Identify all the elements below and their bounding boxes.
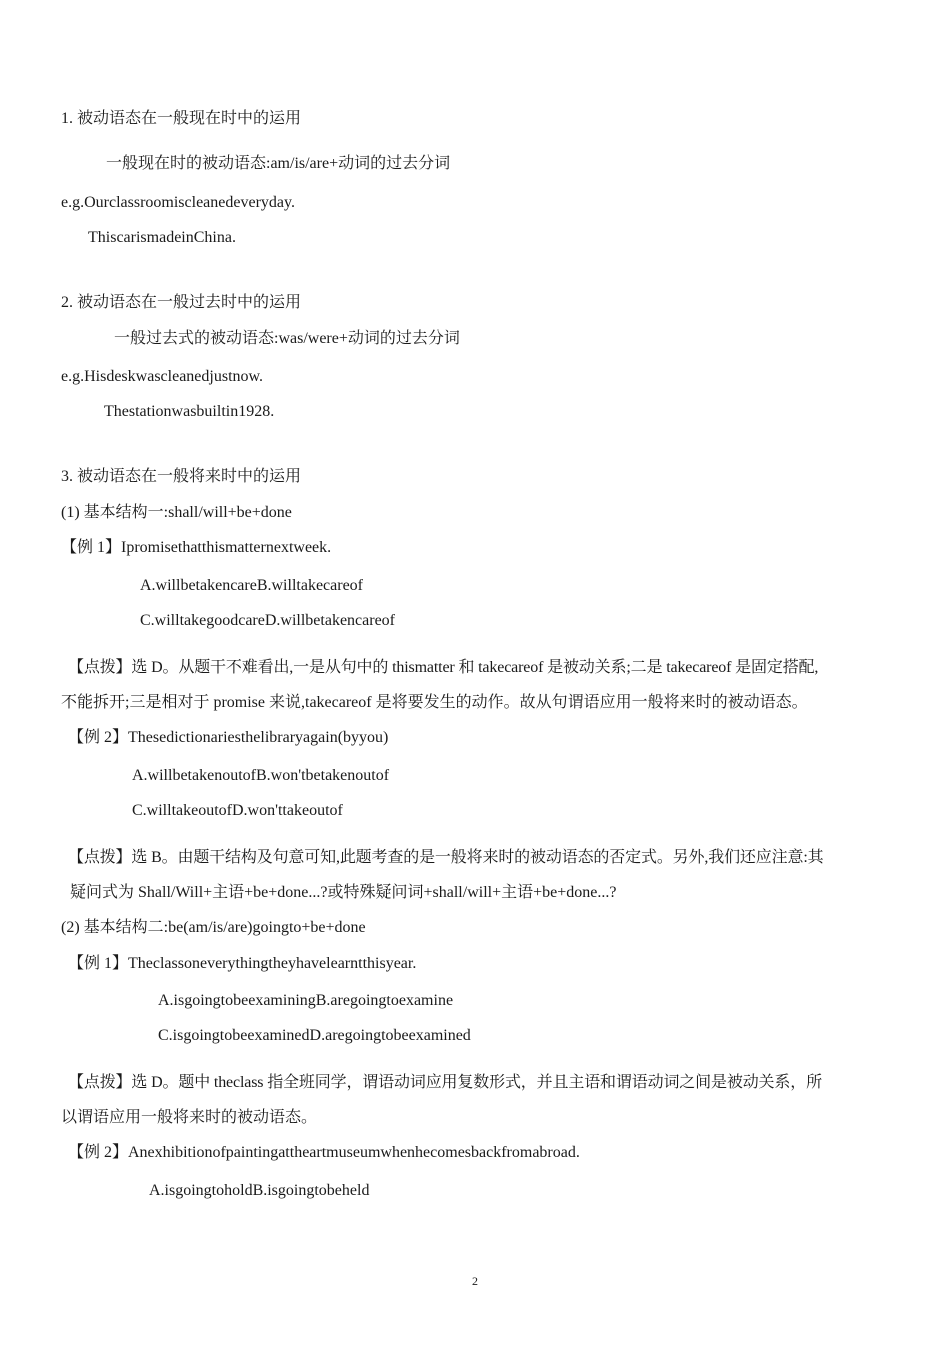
option-line: C.willtakegoodcareD.willbetakencareof xyxy=(140,612,395,629)
option-line: A.willbetakencareB.willtakecareof xyxy=(140,577,363,594)
explanation-line: 疑问式为 Shall/Will+主语+be+done...?或特殊疑问词+shall/will+主语+be+done...? xyxy=(70,884,617,901)
heading-1: 1. 被动语态在一般现在时中的运用 xyxy=(61,110,302,127)
page-number: 2 xyxy=(472,1274,478,1288)
explanation-line: 不能拆开;三是相对于 promise 来说,takecareof 是将要发生的动作。故从句谓语应用一般将来时的被动语态。 xyxy=(61,694,808,711)
example-line: Thestationwasbuiltin1928. xyxy=(104,403,275,420)
example-line: ThiscarismadeinChina. xyxy=(88,229,236,246)
subheading: (1) 基本结构一:shall/will+be+done xyxy=(61,504,292,521)
rule-text: 一般过去式的被动语态:was/were+动词的过去分词 xyxy=(114,330,460,347)
question: 【例 1】Ipromisethatthismatternextweek. xyxy=(61,539,332,556)
heading-3: 3. 被动语态在一般将来时中的运用 xyxy=(61,468,302,485)
explanation-line: 【点拨】选 D。题中 theclass 指全班同学，谓语动词应用复数形式，并且主语和谓语动词之间是被动关系，所 xyxy=(68,1074,822,1091)
option-line: A.isgoingtobeexaminingB.aregoingtoexamine xyxy=(158,992,454,1009)
option-line: A.willbetakenoutofB.won'tbetakenoutof xyxy=(132,767,390,784)
option-line: A.isgoingtoholdB.isgoingtobeheld xyxy=(149,1182,370,1199)
explanation-line: 【点拨】选 B。由题干结构及句意可知,此题考查的是一般将来时的被动语态的否定式。另外,我们还应注意:其 xyxy=(68,849,824,866)
question: 【例 1】Theclassoneverythingtheyhavelearntthisyear. xyxy=(68,955,417,972)
rule-text: 一般现在时的被动语态:am/is/are+动词的过去分词 xyxy=(106,155,451,172)
explanation-line: 以谓语应用一般将来时的被动语态。 xyxy=(61,1109,318,1126)
option-line: C.isgoingtobeexaminedD.aregoingtobeexamined xyxy=(158,1027,471,1044)
question: 【例 2】Anexhibitionofpaintingattheartmuseumwhenhecomesbackfromabroad. xyxy=(68,1144,580,1161)
heading-2: 2. 被动语态在一般过去时中的运用 xyxy=(61,294,302,311)
subheading: (2) 基本结构二:be(am/is/are)goingto+be+done xyxy=(61,919,366,936)
example-line: e.g.Hisdeskwascleanedjustnow. xyxy=(61,368,264,385)
option-line: C.willtakeoutofD.won'ttakeoutof xyxy=(132,802,343,819)
question: 【例 2】Thesedictionariesthelibraryagain(byyou) xyxy=(68,729,389,746)
example-line: e.g.Ourclassroomiscleanedeveryday. xyxy=(61,194,295,211)
explanation-line: 【点拨】选 D。从题干不难看出,一是从句中的 thismatter 和 takecareof 是被动关系;二是 takecareof 是固定搭配, xyxy=(68,659,819,676)
